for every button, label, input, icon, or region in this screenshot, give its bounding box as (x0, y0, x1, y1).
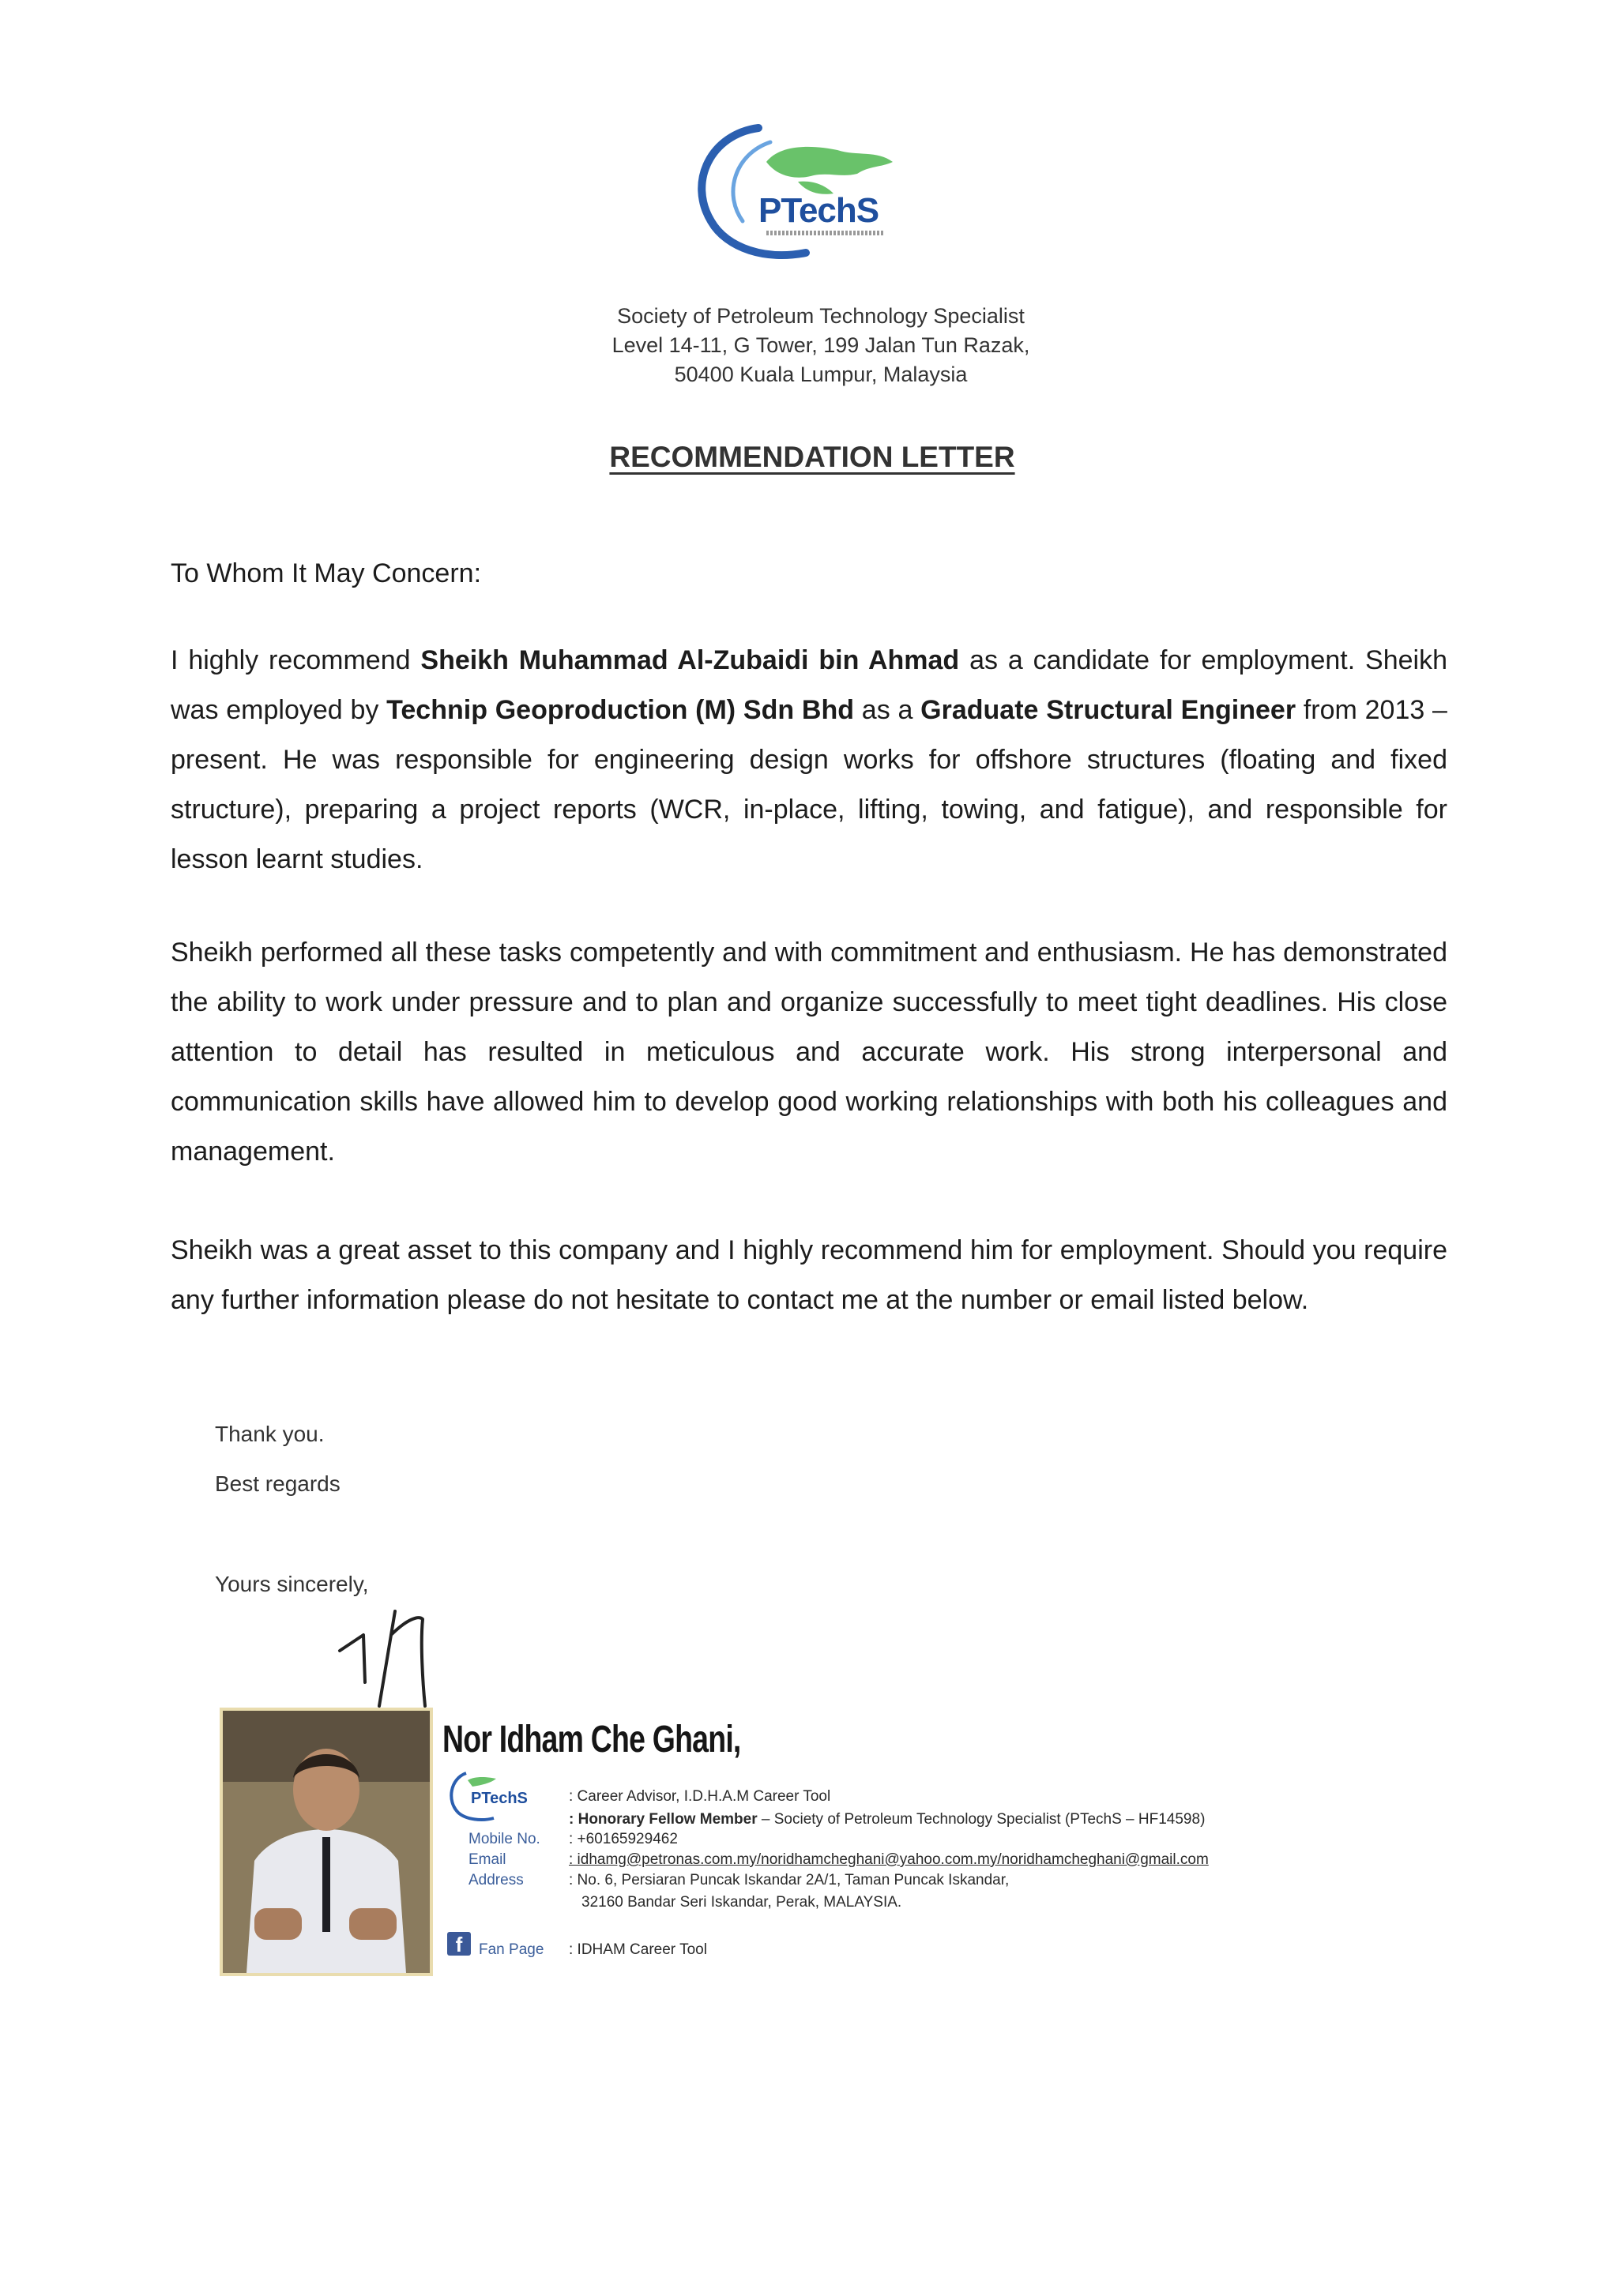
closing-sincerely: Yours sincerely, (215, 1572, 369, 1596)
paragraph-3: Sheikh was a great asset to this company and I highly recommend him for employment. Should you require any further information please do not hesitate to contact me at the number or email listed below. (171, 1235, 1447, 1315)
membership-title: : Honorary Fellow Member (569, 1811, 758, 1828)
sender-address-line-2: 32160 Bandar Seri Iskandar, Perak, MALAYSIA. (581, 1894, 902, 1911)
sender-name: Nor Idham Che Ghani, (442, 1719, 741, 1761)
company-name: Technip Geoproduction (M) Sdn Bhd (386, 695, 854, 725)
closing-thanks: Thank you. (215, 1422, 325, 1446)
sender-role: : Career Advisor, I.D.H.A.M Career Tool (569, 1788, 831, 1805)
p1-text-1: I highly recommend (171, 645, 421, 675)
logo-text: PTechS (758, 191, 879, 230)
mobile-number: : +60165929462 (569, 1831, 678, 1847)
address-line-1: Level 14-11, G Tower, 199 Jalan Tun Razak, (611, 333, 1030, 357)
address-line-2: 50400 Kuala Lumpur, Malaysia (674, 363, 968, 386)
facebook-icon: f (447, 1932, 471, 1956)
membership-detail: – Society of Petroleum Technology Specialist (PTechS – HF14598) (757, 1811, 1206, 1828)
small-logo-text: PTechS (471, 1790, 528, 1807)
fanpage-name[interactable]: : IDHAM Career Tool (569, 1941, 707, 1958)
position-title: Graduate Structural Engineer (920, 695, 1296, 725)
letterhead-address (0, 302, 1618, 389)
p1-text-3: as a (854, 695, 921, 725)
paragraph-1 (171, 636, 1447, 885)
sender-address-line-1: : No. 6, Persiaran Puncak Iskandar 2A/1, Taman Puncak Iskandar, (569, 1872, 1010, 1888)
greeting: To Whom It May Concern: (171, 558, 482, 588)
sender-membership (569, 1811, 1205, 1828)
letter-title: RECOMMENDATION LETTER (609, 441, 1015, 473)
ptechs-logo (679, 118, 932, 276)
sender-photo (220, 1708, 433, 1976)
mobile-label: Mobile No. (468, 1831, 540, 1847)
fanpage-label: Fan Page (479, 1941, 544, 1958)
sender-ptechs-logo (442, 1769, 537, 1824)
p1-text-2: as a candidate for employment. Sheikh was employed by (171, 645, 1447, 725)
email-label: Email (468, 1851, 506, 1868)
closing-regards: Best regards (215, 1471, 341, 1496)
email-addresses[interactable]: : idhamg@petronas.com.my/noridhamcheghani@yahoo.com.my/noridhamcheghani@gmail.com (569, 1851, 1209, 1868)
candidate-name: Sheikh Muhammad Al-Zubaidi bin Ahmad (420, 645, 960, 675)
letter-title-wrap (0, 441, 1618, 474)
org-name: Society of Petroleum Technology Specialist (617, 304, 1025, 328)
address-label: Address (468, 1872, 524, 1888)
logo-tagline (766, 231, 885, 235)
p1-text-4: from 2013 – present. He was responsible for engineering design works for offshore structures (floating and fixed structure), preparing a project reports (WCR, in-place, lifting, towing, and fatigue), and responsible for lesson learnt studies. (171, 695, 1447, 874)
paragraph-2: Sheikh performed all these tasks competently and with commitment and enthusiasm. He has demonstrated the ability to work under pressure and to plan and organize successfully to meet tight deadlines. His close attention to detail has resulted in meticulous and accurate work. His strong interpersonal and communication skills have allowed him to develop good working relationships with both his colleagues and management. (171, 938, 1447, 1167)
handwritten-signature (332, 1588, 450, 1714)
